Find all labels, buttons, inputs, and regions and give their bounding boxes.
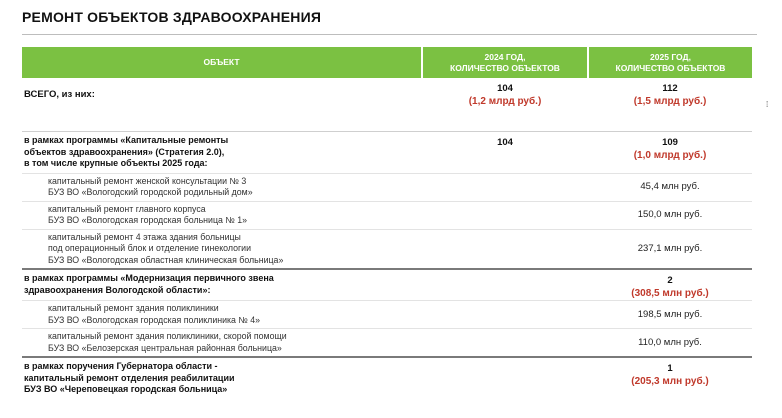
item-label <box>22 173 422 201</box>
program-3-2024 <box>422 357 588 399</box>
table-header-row <box>22 47 752 78</box>
item-label <box>22 329 422 358</box>
item-line: БУЗ ВО «Вологодская городская больница № 1» <box>48 215 247 225</box>
table-row-item <box>22 229 752 269</box>
item-2025-sum: 45,4 млн руб. <box>588 173 752 201</box>
table-row-program-3 <box>22 357 752 399</box>
item-line: капитальный ремонт главного корпуса <box>48 203 206 214</box>
total-2024-count: 104 <box>497 83 513 94</box>
total-2025-count: 112 <box>662 83 678 94</box>
table-row-item <box>22 301 752 329</box>
side-marker: ⁞ <box>766 100 769 109</box>
header-2024-line2: КОЛИЧЕСТВО ОБЪЕКТОВ <box>450 62 560 73</box>
item-2025-sum: 198,5 млн руб. <box>588 301 752 329</box>
program-1-2024-count: 104 <box>497 137 513 148</box>
program-2-2025-sum: (308,5 млн руб.) <box>631 288 709 299</box>
item-2025-sum: 237,1 млн руб. <box>588 229 752 269</box>
program-1-line: объектов здравоохранения» (Стратегия 2.0), <box>24 146 225 157</box>
item-line: капитальный ремонт здания поликлиники, скорой помощи <box>48 331 287 341</box>
table-row-item <box>22 329 752 358</box>
total-2024 <box>422 78 588 132</box>
program-2-label <box>22 269 422 301</box>
program-3-line: капитальный ремонт отделения реабилитации <box>24 372 235 383</box>
program-3-2025-sum: (205,3 млн руб.) <box>631 376 709 387</box>
program-3-line: в рамках поручения Губернатора области - <box>24 361 218 371</box>
item-line: БУЗ ВО «Белозерская центральная районная больница» <box>48 342 282 353</box>
header-2024 <box>422 47 588 78</box>
program-1-line: в том числе крупные объекты 2025 года: <box>24 158 208 168</box>
total-2025 <box>588 78 752 132</box>
program-1-line: в рамках программы «Капитальные ремонты <box>24 135 229 145</box>
program-2-2025 <box>588 269 752 301</box>
item-2024 <box>422 229 588 269</box>
item-line: капитальный ремонт 4 этажа здания больницы <box>48 231 241 242</box>
item-line: под операционный блок и отделение гинекологии <box>48 243 252 253</box>
program-3-label <box>22 357 422 399</box>
item-label <box>22 201 422 229</box>
program-3-2025 <box>588 357 752 399</box>
program-2-line: здравоохранения Вологодской области»: <box>24 284 211 295</box>
item-2025-sum: 150,0 млн руб. <box>588 201 752 229</box>
table-row-program-2 <box>22 269 752 301</box>
item-2024 <box>422 201 588 229</box>
total-label: ВСЕГО, из них: <box>24 89 95 100</box>
table-row-total <box>22 78 752 132</box>
program-1-2025 <box>588 132 752 174</box>
program-2-2024 <box>422 269 588 301</box>
program-1-2025-count: 109 <box>662 137 678 148</box>
item-2024 <box>422 329 588 358</box>
table-row-item <box>22 201 752 229</box>
item-2024 <box>422 301 588 329</box>
item-line: капитальный ремонт женской консультации № 3 <box>48 175 247 186</box>
item-line: БУЗ ВО «Вологодский городской родильный дом» <box>48 187 253 197</box>
item-label <box>22 229 422 269</box>
program-2-2025-count: 2 <box>667 275 673 286</box>
item-line: БУЗ ВО «Вологодская областная клиническая больница» <box>48 254 284 265</box>
total-2024-sum: (1,2 млрд руб.) <box>468 96 542 107</box>
item-2025-sum: 110,0 млн руб. <box>588 329 752 358</box>
header-object: ОБЪЕКТ <box>22 47 422 78</box>
item-line: капитальный ремонт здания поликлиники <box>48 303 219 313</box>
table-row-program-1 <box>22 132 752 174</box>
program-1-2024 <box>422 132 588 174</box>
program-2-line: в рамках программы «Модернизация первичного звена <box>24 273 274 283</box>
header-2025-line2: КОЛИЧЕСТВО ОБЪЕКТОВ <box>615 62 726 73</box>
repair-table <box>22 47 752 399</box>
program-1-2025-sum: (1,0 млрд руб.) <box>633 150 707 161</box>
header-2025-line1: 2025 ГОД, <box>650 51 691 62</box>
page-title: РЕМОНТ ОБЪЕКТОВ ЗДРАВООХРАНЕНИЯ <box>22 9 322 25</box>
table-row-item <box>22 173 752 201</box>
program-3-line: БУЗ ВО «Череповецкая городская больница» <box>24 384 228 394</box>
header-2024-line1: 2024 ГОД, <box>484 51 526 62</box>
total-2025-sum: (1,5 млрд руб.) <box>633 96 707 107</box>
item-line: БУЗ ВО «Вологодская городская поликлиника № 4» <box>48 314 261 325</box>
item-2024 <box>422 173 588 201</box>
program-1-label <box>22 132 422 174</box>
program-3-2025-count: 1 <box>667 363 673 374</box>
item-label <box>22 301 422 329</box>
title-divider <box>22 34 757 35</box>
header-2025 <box>588 47 752 78</box>
